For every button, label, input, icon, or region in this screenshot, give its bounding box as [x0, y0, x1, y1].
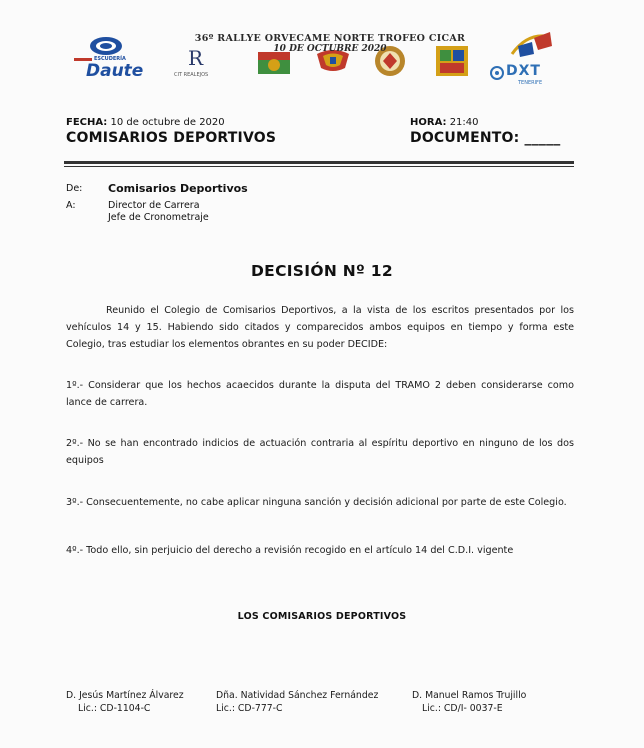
signatory-1-licence: Lic.: CD-1104-C: [78, 703, 151, 714]
a-label: A:: [66, 200, 76, 211]
hora-value: 21:40: [449, 117, 479, 128]
dxt-wordmark: DXT: [506, 63, 541, 79]
signatory-3-licence: Lic.: CD/I- 0037-E: [422, 703, 503, 714]
signatory-2: [216, 689, 378, 715]
daute-subtext: ESCUDERÍA: [94, 56, 126, 62]
de-label: De:: [66, 183, 83, 194]
signatory-3-name: D. Manuel Ramos Trujillo: [412, 690, 527, 701]
issuer-heading: COMISARIOS DEPORTIVOS: [66, 130, 277, 146]
decision-title: DECISIÓN Nº 12: [251, 262, 393, 280]
signatory-2-licence: Lic.: CD-777-C: [216, 703, 283, 714]
decision-point-2: 2º.- No se han encontrado indicios de actuación contraria al espíritu deportivo en ninguno de los dos equipos: [66, 438, 574, 466]
fecha-value: 10 de octubre de 2020: [110, 117, 225, 128]
decision-point-4: 4º.- Todo ello, sin perjuicio del derecho a revisión recogido en el artículo 14 del C.D.I. vigente: [66, 545, 514, 556]
recipient-director: Director de Carrera: [108, 200, 200, 211]
realejos-r-glyph: R: [188, 46, 204, 70]
signatory-2-name: Dña. Natividad Sánchez Fernández: [216, 690, 379, 701]
header-rule-thin: [64, 166, 574, 167]
signatory-1: [66, 689, 184, 715]
escuderia-daute-logo: [70, 36, 160, 84]
dxt-subtext: TENERIFE: [518, 80, 543, 86]
decision-point-1: 1º.- Considerar que los hechos acaecidos durante la disputa del TRAMO 2 deben considerarse como lance de carrera.: [66, 380, 574, 408]
decision-point-3: 3º.- Consecuentemente, no cabe aplicar ninguna sanción y decisión adicional por parte de este Colegio.: [66, 497, 567, 508]
fecha-label: FECHA:: [66, 117, 108, 128]
signatory-1-name: D. Jesús Martínez Álvarez: [66, 690, 184, 701]
event-title: 36º RALLYE ORVECAME NORTE TROFEO CICAR: [194, 33, 466, 44]
decision-intro: Reunido el Colegio de Comisarios Deportivos, a la vista de los escritos presentados por los vehículos 14 y 15. Habiendo sido citados y comparecidos ambos equipos en tiempo y forma este Colegio, tras estudiar los elementos obrantes en su poder DECIDE:: [66, 305, 574, 350]
event-date: 10 DE OCTUBRE 2020: [273, 44, 387, 54]
signoff-heading: LOS COMISARIOS DEPORTIVOS: [237, 611, 407, 622]
hora-label: HORA:: [410, 117, 447, 128]
daute-wordmark: Daute: [86, 61, 144, 81]
signatory-3: [412, 689, 526, 715]
recipient-cronometraje: Jefe de Cronometraje: [108, 212, 209, 223]
hora-line: [410, 117, 479, 128]
realejos-subtext: CIT REALEJOS: [174, 72, 209, 78]
fecha-line: [66, 117, 225, 128]
header-rule-thick: [64, 161, 574, 164]
de-value: Comisarios Deportivos: [108, 182, 248, 195]
documento-field: DOCUMENTO: _____: [410, 130, 561, 146]
